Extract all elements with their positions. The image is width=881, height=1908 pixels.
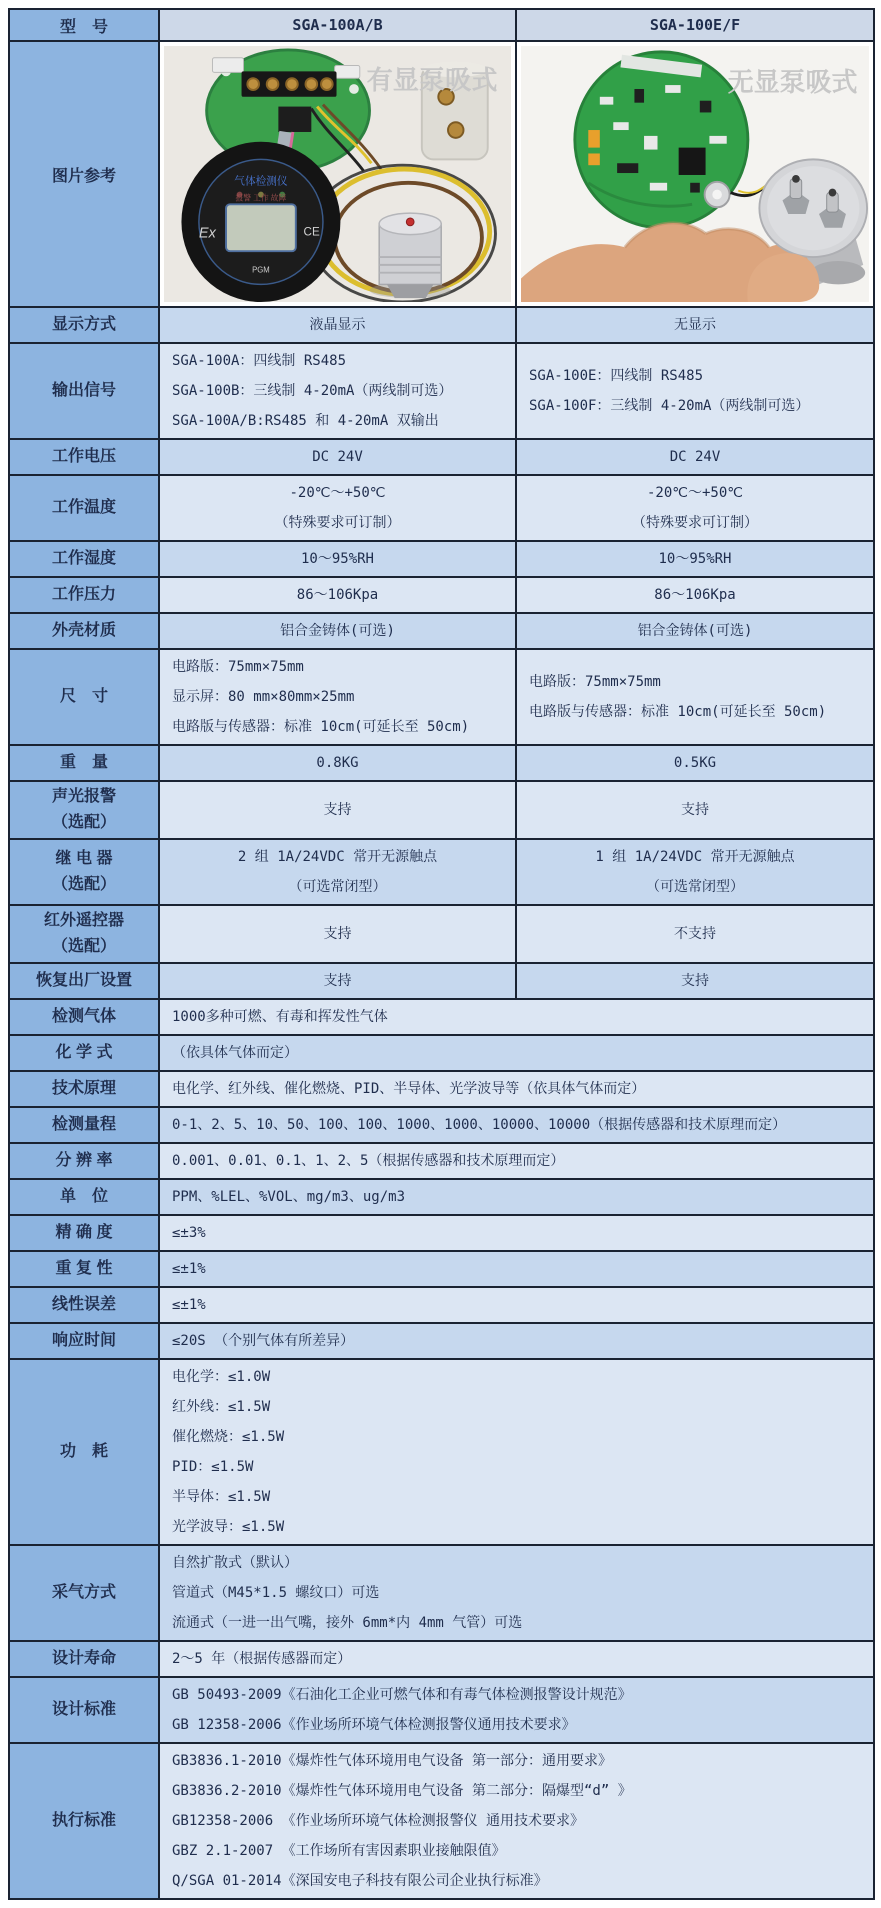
row-label: 执行标准 [9,1743,159,1899]
pcb-illustration [575,52,748,228]
value-cell: GB 50493-2009《石油化工企业可燃气体和有毒气体检测报警设计规范》 GB 12358-2006《作业场所环境气体检测报警仪通用技术要求》 [159,1677,874,1743]
ce-mark-text: CE [303,225,320,239]
spec-row [9,343,874,439]
spec-row [9,1287,874,1323]
value-cell: 支持 [159,963,516,999]
spec-row [9,999,874,1035]
value-cell: ≤±1% [159,1287,874,1323]
row-label: 功 耗 [9,1359,159,1545]
silver-sensor-illustration [369,213,450,298]
value-cell: ≤±1% [159,1251,874,1287]
value-cell: DC 24V [159,439,516,475]
detector-title-text: 气体检测仪 [234,175,288,188]
row-label: 重 复 性 [9,1251,159,1287]
spec-row [9,1359,874,1545]
row-label: 检测气体 [9,999,159,1035]
spec-row [9,1035,874,1071]
row-label: 响应时间 [9,1323,159,1359]
spec-row [9,1179,874,1215]
photo-row-label: 图片参考 [9,41,159,307]
model-header-row [9,9,874,41]
spec-row [9,1251,874,1287]
value-cell: 0-1、2、5、10、50、100、100、1000、1000、10000、10000（根据传感器和技术原理而定） [159,1107,874,1143]
value-cell: 2 组 1A/24VDC 常开无源触点 （可选常闭型） [159,839,516,905]
row-label: 工作电压 [9,439,159,475]
ex-mark-text: Ex [198,225,216,242]
spec-row [9,475,874,541]
watermark-left: 有显泵吸式 [366,64,498,96]
spec-row [9,1743,874,1899]
value-cell: 电化学、红外线、催化燃烧、PID、半导体、光学波导等（依具体气体而定） [159,1071,874,1107]
spec-row [9,1215,874,1251]
photo-row [9,41,874,307]
spec-rows [9,307,874,1899]
model-a-header: SGA-100A/B [159,9,516,41]
value-cell: 铝合金铸体(可选) [159,613,516,649]
spec-row [9,439,874,475]
detector-led-labels: 报警 工作 故障 [235,193,287,203]
row-label: 检测量程 [9,1107,159,1143]
pgm-mark-text: PGM [252,265,270,275]
value-cell: 10～95%RH [516,541,874,577]
spec-row [9,781,874,839]
spec-row [9,613,874,649]
spec-row [9,1641,874,1677]
product-photo-b [521,46,869,302]
value-cell: 电路版：75mm×75mm 显示屏：80 mm×80mm×25mm 电路版与传感器：标准 10cm(可延长至 50cm) [159,649,516,745]
row-label: 显示方式 [9,307,159,343]
value-cell: 0.5KG [516,745,874,781]
row-label: 化 学 式 [9,1035,159,1071]
value-cell: 支持 [516,781,874,839]
value-cell: SGA-100A：四线制 RS485 SGA-100B：三线制 4-20mA（两线制可选） SGA-100A/B:RS485 和 4-20mA 双输出 [159,343,516,439]
row-label: 尺 寸 [9,649,159,745]
spec-row [9,541,874,577]
value-cell: 1 组 1A/24VDC 常开无源触点 （可选常闭型） [516,839,874,905]
value-cell: DC 24V [516,439,874,475]
row-label: 恢复出厂设置 [9,963,159,999]
value-cell: 1000多种可燃、有毒和挥发性气体 [159,999,874,1035]
row-label: 设计寿命 [9,1641,159,1677]
product-photo-b-cell [516,41,874,307]
value-cell: 支持 [159,781,516,839]
spec-row [9,905,874,963]
row-label: 工作温度 [9,475,159,541]
value-cell: 86～106Kpa [159,577,516,613]
row-label: 工作湿度 [9,541,159,577]
row-label: 采气方式 [9,1545,159,1641]
value-cell: 电路版：75mm×75mm 电路版与传感器：标准 10cm(可延长至 50cm) [516,649,874,745]
spec-row [9,745,874,781]
model-b-header: SGA-100E/F [516,9,874,41]
row-label: 技术原理 [9,1071,159,1107]
spec-row [9,1677,874,1743]
spec-row [9,577,874,613]
value-cell: GB3836.1-2010《爆炸性气体环境用电气设备 第一部分：通用要求》 GB3836.2-2010《爆炸性气体环境用电气设备 第二部分：隔爆型“d” 》 GB12358-2006 《作业场所环境气体检测报警仪 通用技术要求》 GBZ 2.1-2007 《工作场所有害因素职业接触限值》 Q/SGA 01-2014《深国安电子科技有限公司企业执行标准》 [159,1743,874,1899]
row-label: 线性误差 [9,1287,159,1323]
value-cell: SGA-100E：四线制 RS485 SGA-100F：三线制 4-20mA（两线制可选） [516,343,874,439]
model-header-label: 型 号 [9,9,159,41]
spec-row [9,1107,874,1143]
value-cell: 支持 [516,963,874,999]
spec-row [9,963,874,999]
value-cell: 0.8KG [159,745,516,781]
value-cell: 2～5 年（根据传感器而定） [159,1641,874,1677]
value-cell: 铝合金铸体(可选) [516,613,874,649]
black-detector-illustration [181,142,340,302]
watermark-right: 无显泵吸式 [727,66,858,97]
row-label: 重 量 [9,745,159,781]
value-cell: 无显示 [516,307,874,343]
spec-row [9,1323,874,1359]
row-label: 声光报警 （选配） [9,781,159,839]
value-cell: ≤±3% [159,1215,874,1251]
value-cell: 不支持 [516,905,874,963]
row-label: 设计标准 [9,1677,159,1743]
row-label: 外壳材质 [9,613,159,649]
row-label: 输出信号 [9,343,159,439]
row-label: 分 辨 率 [9,1143,159,1179]
value-cell: 电化学：≤1.0W 红外线：≤1.5W 催化燃烧：≤1.5W PID：≤1.5W 半导体：≤1.5W 光学波导：≤1.5W [159,1359,874,1545]
product-photo-a-cell [159,41,516,307]
spec-row [9,1071,874,1107]
value-cell: -20℃～+50℃ （特殊要求可订制） [159,475,516,541]
spec-row [9,1545,874,1641]
spec-table [8,8,875,1900]
value-cell: 10～95%RH [159,541,516,577]
value-cell: 0.001、0.01、0.1、1、2、5（根据传感器和技术原理而定） [159,1143,874,1179]
value-cell: PPM、%LEL、%VOL、mg/m3、ug/m3 [159,1179,874,1215]
product-photo-a [164,46,511,302]
spec-row [9,307,874,343]
row-label: 红外遥控器 （选配） [9,905,159,963]
value-cell: 86～106Kpa [516,577,874,613]
value-cell: ≤20S （个别气体有所差异） [159,1323,874,1359]
row-label: 单 位 [9,1179,159,1215]
value-cell: 自然扩散式（默认） 管道式（M45*1.5 螺纹口）可选 流通式（一进一出气嘴，接外 6mm*内 4mm 气管）可选 [159,1545,874,1641]
spec-row [9,839,874,905]
row-label: 精 确 度 [9,1215,159,1251]
row-label: 继 电 器 （选配） [9,839,159,905]
value-cell: （依具体气体而定） [159,1035,874,1071]
value-cell: -20℃～+50℃ （特殊要求可订制） [516,475,874,541]
row-label: 工作压力 [9,577,159,613]
value-cell: 支持 [159,905,516,963]
spec-row [9,649,874,745]
spec-row [9,1143,874,1179]
value-cell: 液晶显示 [159,307,516,343]
